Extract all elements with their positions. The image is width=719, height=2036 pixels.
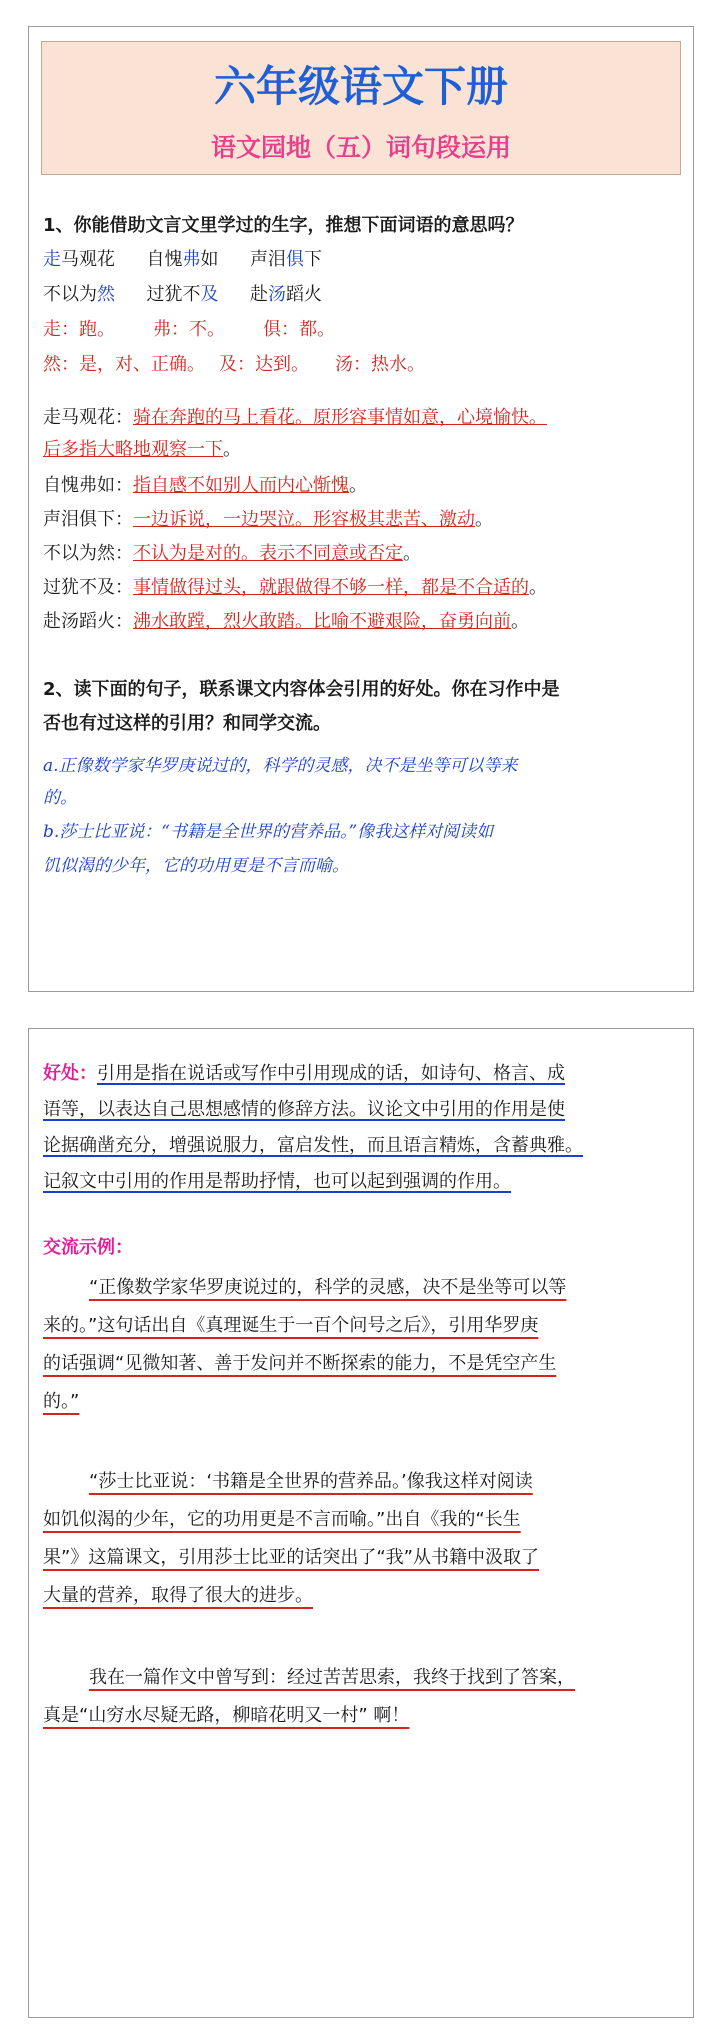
example-line: 如饥似渴的少年，它的功用更是不言而喻。”出自《我的“长生 <box>43 1509 521 1530</box>
definition-continuation: 后多指大略地观察一下。 <box>43 439 241 460</box>
definition-item: 不以为然：不认为是对的。表示不同意或否定。 <box>43 543 421 564</box>
sentence-b-cont: 饥似渴的少年，它的功用更是不言而喻。 <box>43 856 349 876</box>
benefit-line: 好处：引用是指在说话或写作中引用现成的话，如诗句、格言、成 <box>43 1063 565 1084</box>
sentence-b: b.莎士比亚说：“书籍是全世界的营养品。”像我这样对阅读如 <box>43 822 494 842</box>
benefit-line: 记叙文中引用的作用是帮助抒情，也可以起到强调的作用。 <box>43 1171 511 1192</box>
word-item: 过犹不及 <box>146 284 219 305</box>
example-line: “莎士比亚说：‘书籍是全世界的营养品。’像我这样对阅读 <box>89 1471 533 1492</box>
question-2-cont: 否也有过这样的引用？和同学交流。 <box>43 713 331 734</box>
example-line: 的。” <box>43 1391 80 1412</box>
example-line: 果”》这篇课文，引用莎士比亚的话突出了“我”从书籍中汲取了 <box>43 1547 539 1568</box>
definition-item: 自愧弗如：指自感不如别人而内心惭愧。 <box>43 475 367 496</box>
card-answers <box>28 1028 694 2018</box>
question-1: 1、你能借助文言文里学过的生字，推想下面词语的意思吗？ <box>43 215 524 236</box>
definition-item: 过犹不及：事情做得过头，就跟做得不够一样，都是不合适的。 <box>43 577 547 598</box>
example-line: 大量的营养，取得了很大的进步。 <box>43 1585 313 1606</box>
page-title: 六年级语文下册 <box>213 62 508 111</box>
example-line: “正像数学家华罗庚说过的，科学的灵感，决不是坐等可以等 <box>89 1277 567 1298</box>
sentence-a: a.正像数学家华罗庚说过的，科学的灵感，决不是坐等可以等来 <box>43 756 518 776</box>
title-banner <box>41 41 681 175</box>
word-item: 走马观花 <box>43 249 115 270</box>
example-label: 交流示例： <box>43 1237 133 1258</box>
example-line: 我在一篇作文中曾写到：经过苦苦思索，我终于找到了答案， <box>89 1667 575 1688</box>
benefit-line: 论据确凿充分，增强说服力，富启发性，而且语言精炼，含蓄典雅。 <box>43 1135 583 1156</box>
word-item: 赴汤蹈火 <box>249 284 322 305</box>
word-row-1 <box>43 247 322 273</box>
page-subtitle: 语文园地（五）词句段运用 <box>210 133 511 162</box>
example-line: 来的。”这句话出自《真理诞生于一百个问号之后》，引用华罗庚 <box>43 1315 539 1336</box>
word-item: 不以为然 <box>43 284 115 305</box>
question-2: 2、读下面的句子，联系课文内容体会引用的好处。你在习作中是 <box>43 679 560 700</box>
definition-item: 赴汤蹈火：沸水敢蹚，烈火敢踏。比喻不避艰险，奋勇向前。 <box>43 611 529 632</box>
benefit-line: 语等，以表达自己思想感情的修辞方法。议论文中引用的作用是使 <box>43 1099 565 1120</box>
definition-item: 声泪俱下：一边诉说，一边哭泣。形容极其悲苦、激动。 <box>43 509 493 530</box>
gloss-row-1: 走：跑。 弗：不。 俱：都。 <box>43 319 335 340</box>
example-line: 真是“山穷水尽疑无路，柳暗花明又一村” 啊！ <box>43 1705 410 1726</box>
word-item: 自愧弗如 <box>146 249 219 270</box>
example-line: 的话强调“见微知著、善于发问并不断探索的能力，不是凭空产生 <box>43 1353 557 1374</box>
word-item: 声泪俱下 <box>249 249 322 270</box>
sentence-a-cont: 的。 <box>43 788 77 808</box>
card-vocabulary <box>28 26 694 992</box>
word-row-2 <box>43 282 322 308</box>
gloss-row-2: 然：是，对、正确。 及：达到。 汤：热水。 <box>43 354 425 375</box>
definition-item: 走马观花：骑在奔跑的马上看花。原形容事情如意，心境愉快。 <box>43 407 547 428</box>
benefit-label: 好处： <box>43 1063 97 1084</box>
